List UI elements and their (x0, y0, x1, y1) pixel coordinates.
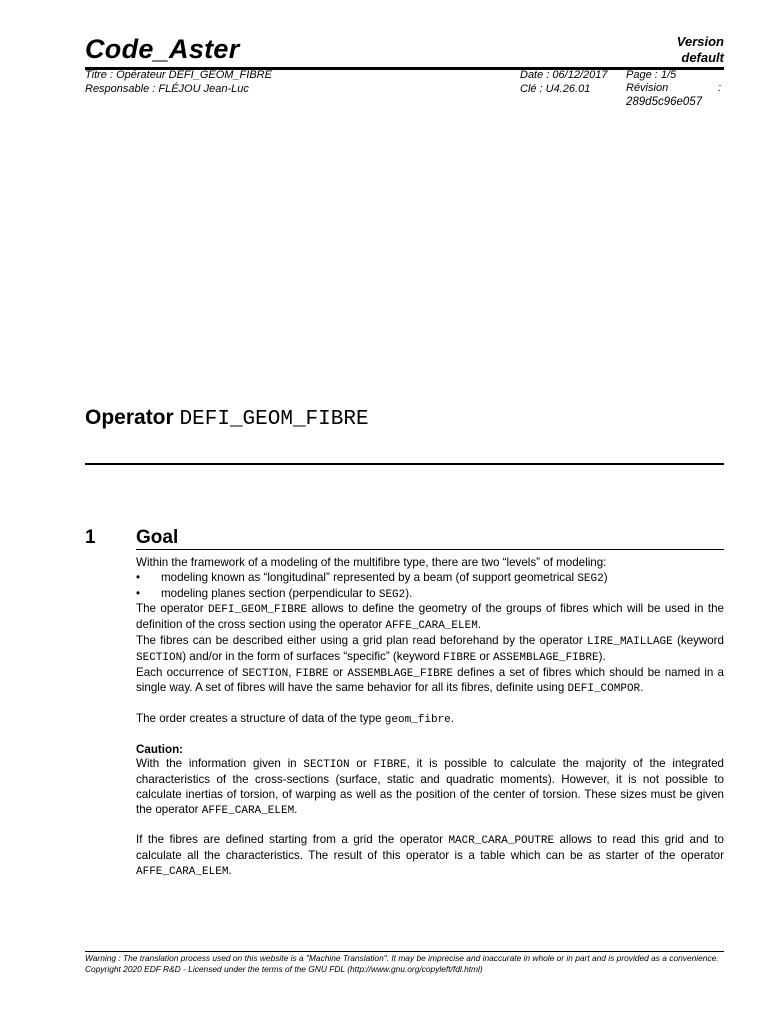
doc-revision-label: Révision (626, 82, 669, 94)
title-code: DEFI_GEOM_FIBRE (179, 408, 369, 431)
paragraph-occurrence (136, 666, 724, 698)
bullet-item (136, 587, 724, 603)
text-run: ) and/or in the form of surfaces “specific” (keyword (182, 649, 444, 663)
paragraph-caution (136, 757, 724, 818)
text-run: (keyword (672, 633, 724, 647)
paragraph-intro: Within the framework of a modeling of the multifibre type, there are two “levels” of modeling: (136, 556, 607, 569)
text-run: ). (598, 649, 606, 663)
text-run: allows to read this grid and to calculate all the characteristics. The result of this operator is a table which can be as starter of the operator (136, 833, 725, 863)
footer-warning: Warning : The translation process used on this website is a "Machine Translation". It may be imprecise and inaccurate in whole or in part and is provided as a convenience. (85, 953, 719, 963)
bullet-text: modeling known as “longitudinal” represented by a beam (of support geometrical (161, 570, 578, 584)
inline-code: DEFI_COMPOR (567, 683, 641, 696)
inline-code: geom_fibre (384, 713, 451, 726)
version-value: default (681, 50, 724, 65)
text-run: allows to define the geometry of the groups of fibres which will be used in the definition of the cross section using the operator (136, 602, 724, 632)
doc-cle: Clé : U4.26.01 (520, 83, 591, 95)
inline-code: ASSEMBLAGE_FIBRE (347, 667, 453, 680)
inline-code: SECTION (303, 759, 350, 772)
inline-code: SECTION (136, 651, 183, 664)
text-run: , it is possible to calculate the majority of the integrated characteristics of the cross-sections (surface, static and quadratic moments). However, it is not possible to calculate inertias of torsion, of warping as well as the position of the center of torsion. These sizes must be given the operator (136, 757, 724, 816)
text-run: . (228, 863, 232, 877)
text-run: Each occurrence of (136, 665, 243, 679)
doc-responsable: Responsable : FLÉJOU Jean-Luc (85, 83, 249, 95)
bullet-text: modeling planes section (perpendicular to (161, 586, 379, 600)
inline-code: SEG2 (577, 572, 604, 585)
text-run: defines a set of fibres which should be named in a single way. A set of fibres will have the same behavior for all its fibres, definite using (136, 665, 724, 695)
inline-code: AFFE_CARA_ELEM (136, 865, 229, 878)
paragraph-gap (136, 819, 724, 834)
paragraph-gap (136, 728, 724, 743)
bullet-dot: • (136, 586, 141, 600)
paragraph-gap (136, 697, 724, 712)
footer-rule (85, 951, 724, 952)
document-title (85, 406, 369, 431)
inline-code: SECTION (242, 667, 289, 680)
paragraph-order (136, 712, 724, 728)
bullet-text-end: ) (603, 570, 608, 584)
title-word: Operator (85, 406, 174, 429)
text-run: With the information given in (136, 757, 304, 771)
text-run: . (294, 802, 298, 816)
paragraph-fibres (136, 634, 724, 666)
text-run: or (476, 649, 493, 663)
inline-code: SEG2 (378, 588, 406, 601)
inline-code: DEFI_GEOM_FIBRE (208, 604, 308, 617)
doc-date: Date : 06/12/2017 (520, 69, 608, 81)
text-run: . (450, 711, 455, 725)
caution-label: Caution: (136, 742, 184, 756)
inline-code: ASSEMBLAGE_FIBRE (492, 651, 599, 664)
inline-code: AFFE_CARA_ELEM (385, 620, 478, 633)
inline-code: MACR_CARA_POUTRE (448, 835, 555, 848)
footer-copyright: Copyright 2020 EDF R&D - Licensed under the terms of the GNU FDL (http://www.gnu.org/copyleft/fdl.html) (85, 963, 483, 974)
version-block (677, 34, 724, 66)
text-run: The fibres can be described either using a grid plan read beforehand by the operator (136, 633, 587, 647)
footer (85, 953, 724, 974)
paragraph-grid (136, 833, 724, 879)
doc-revision-value: 289d5c96e057 (626, 96, 703, 108)
text-run: . (640, 681, 644, 695)
bullet-text-end: ). (405, 586, 413, 600)
text-run: The order creates a structure of data of the type (136, 711, 385, 725)
inline-code: FIBRE (443, 651, 477, 664)
section-body (136, 556, 724, 880)
inline-code: AFFE_CARA_ELEM (201, 804, 295, 817)
inline-code: FIBRE (295, 667, 329, 680)
doc-revision-colon: : (718, 82, 722, 94)
bullet-item (136, 571, 724, 587)
text-run: The operator (136, 602, 209, 616)
text-run: , (288, 665, 296, 679)
doc-titre: Titre : Opérateur DEFI_GEOM_FIBRE (85, 69, 272, 81)
doc-page: Page : 1/5 (626, 69, 677, 81)
text-run: If the fibres are defined starting from a grid the operator (136, 833, 449, 847)
text-run: or (328, 665, 348, 679)
section-rule (136, 549, 724, 550)
bullet-dot: • (136, 570, 141, 584)
section-number: 1 (85, 527, 96, 548)
title-rule (85, 463, 724, 465)
section-title: Goal (136, 527, 179, 548)
version-label: Version (676, 34, 724, 49)
text-run: . (477, 618, 482, 632)
inline-code: LIRE_MAILLAGE (586, 635, 673, 648)
paragraph-operator (136, 602, 724, 634)
text-run: or (349, 757, 374, 771)
inline-code: FIBRE (373, 759, 407, 772)
brand-logo-text: Code_Aster (85, 34, 240, 64)
